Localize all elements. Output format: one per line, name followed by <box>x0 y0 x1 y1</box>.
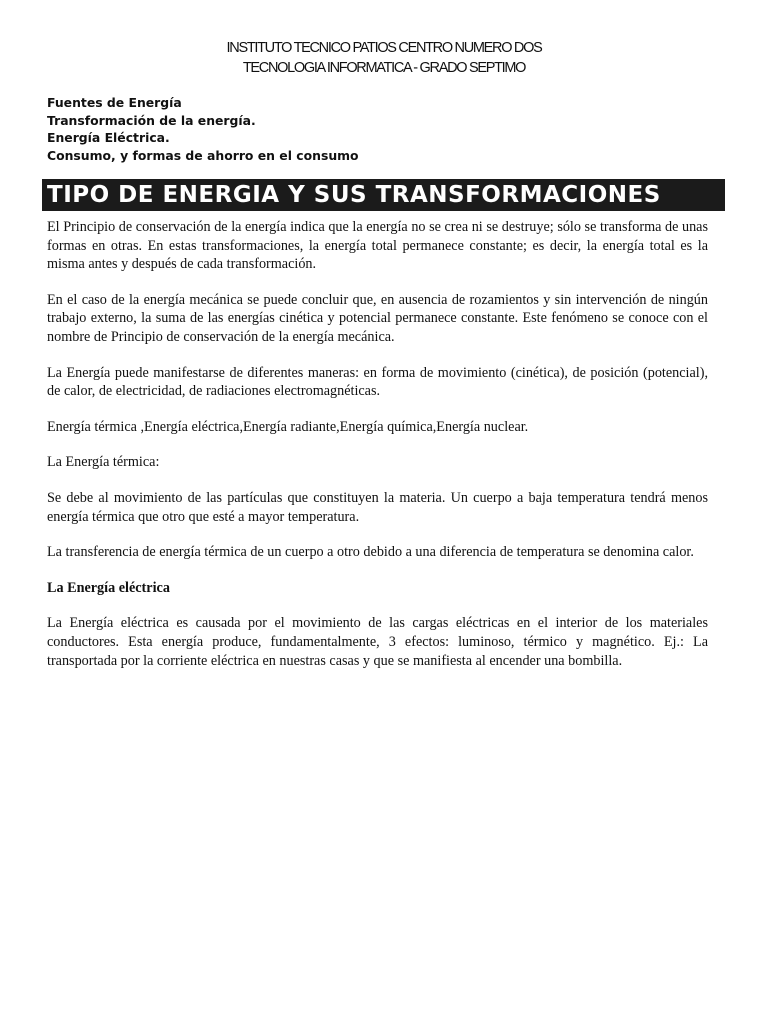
paragraph-thermal-energy-definition: Se debe al movimiento de las partículas que constituyen la materia. Un cuerpo a baja temperatura tendrá menos energía térmica que otro que esté a mayor temperatura. <box>47 489 708 525</box>
paragraph-energy-types-list: Energía térmica ,Energía eléctrica,Energía radiante,Energía química,Energía nuclear. <box>47 418 529 435</box>
paragraph-energy-forms: La Energía puede manifestarse de diferentes maneras: en forma de movimiento (cinética), de posición (potencial), de calor, de electricidad, de radiaciones electromagnéticas. <box>47 364 708 400</box>
institution-header <box>0 38 768 78</box>
course-and-grade: TECNOLOGIA INFORMATICA - GRADO SEPTIMO <box>242 60 526 76</box>
paragraph-heat-definition: La transferencia de energía térmica de un cuerpo a otro debido a una diferencia de temperatura se denomina calor. <box>47 544 694 561</box>
institution-name: INSTITUTO TECNICO PATIOS CENTRO NUMERO DOS <box>226 40 542 56</box>
heading-electric-energy: La Energía eléctrica <box>47 579 170 596</box>
document-body <box>47 218 708 687</box>
topic-item: Fuentes de Energía <box>47 95 182 110</box>
paragraph-conservation-principle: El Principio de conservación de la energía indica que la energía no se crea ni se destruye; sólo se transforma de unas formas en otras. En estas transformaciones, la energía total permanece constante; es decir, la energía total es la misma antes y después de cada transformación. <box>47 219 708 273</box>
topic-item: Transformación de la energía. <box>47 112 256 128</box>
topic-item: Consumo, y formas de ahorro en el consumo <box>47 147 359 163</box>
paragraph-thermal-energy-label: La Energía térmica: <box>47 454 160 471</box>
topic-item: Energía Eléctrica. <box>47 130 170 145</box>
section-title-banner: TIPO DE ENERGIA Y SUS TRANSFORMACIONES <box>42 179 725 211</box>
paragraph-electric-energy-definition: La Energía eléctrica es causada por el movimiento de las cargas eléctricas en el interior de los materiales conductores. Esta energía produce, fundamentalmente, 3 efectos: luminoso, térmico y magnético. Ej.: La transportada por la corriente eléctrica en nuestras casas y que se manifiesta al encender una bombilla. <box>47 615 708 669</box>
paragraph-mechanical-energy: En el caso de la energía mecánica se puede concluir que, en ausencia de rozamientos y sin intervención de ningún trabajo externo, la suma de las energías cinética y potencial permanece constante. Este fenómeno se conoce con el nombre de Principio de conservación de la energía mecánica. <box>47 291 708 345</box>
topics-list <box>47 94 707 164</box>
